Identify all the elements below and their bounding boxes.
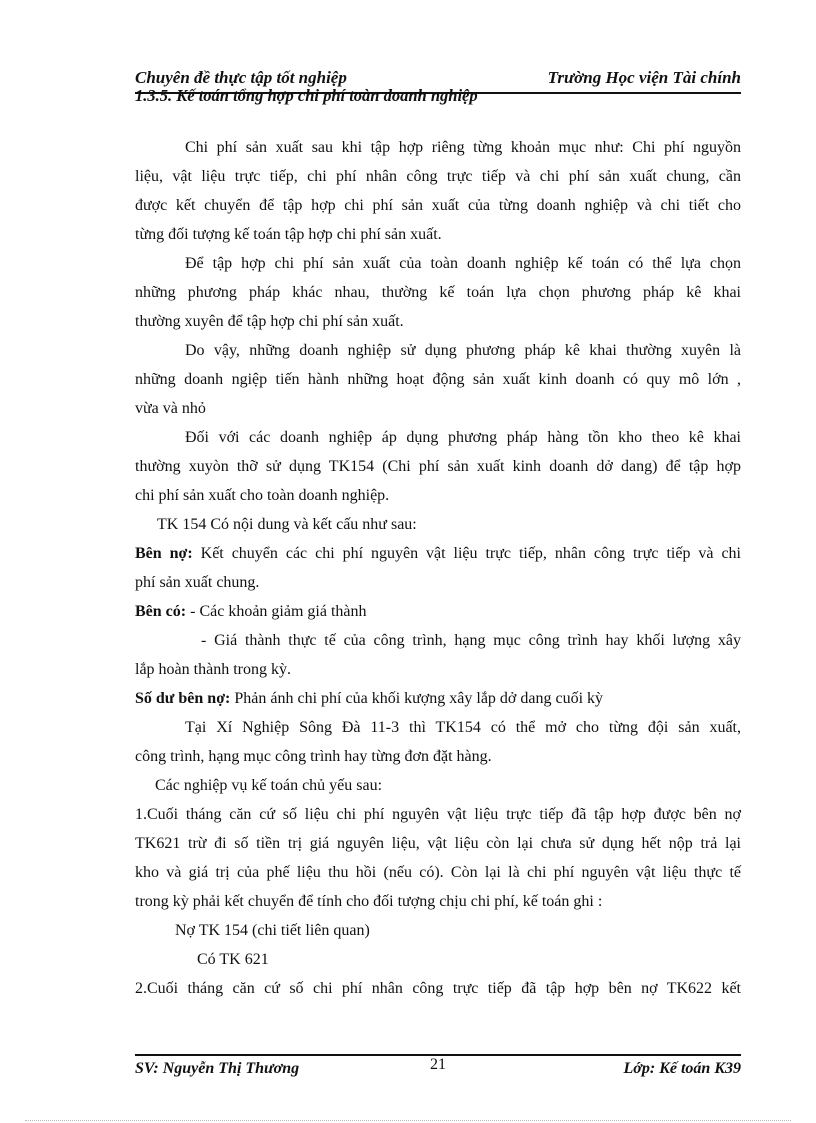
text-line [135,134,741,162]
line-text: 1.Cuối tháng căn cứ số liệu chi phí nguyên vật liệu trực tiếp đã tập hợp được bên nợ [135,806,741,823]
text-line [135,888,741,916]
line-text: - Các khoản giảm giá thành [186,603,367,620]
page-number: 21 [430,1056,446,1073]
text-line [135,627,741,655]
text-line [135,453,741,481]
line-text: chi phí sản xuất cho toàn doanh nghiệp. [135,487,390,504]
text-line [135,540,741,568]
footer-student-name: SV: Nguyễn Thị Thương [135,1060,300,1077]
line-text: TK621 trừ đi số tiền trị giá nguyên liệu, vật liệu còn lại chưa sử dụng hết nộp trả lại [135,835,741,852]
term-label: Bên có: [135,603,187,620]
line-text: liệu, vật liệu trực tiếp, chi phí nhân công trực tiếp và chi phí sản xuất chung, cần [135,168,741,185]
header-document-type: Chuyên đề thực tập tốt nghiệp [135,68,347,87]
text-line [135,308,741,336]
line-text: Do vậy, những doanh nghiệp sử dụng phương pháp kê khai thường xuyên là [185,342,741,359]
text-line [135,424,741,452]
text-line [135,946,741,974]
text-line [135,482,741,510]
line-text: Để tập hợp chi phí sản xuất của toàn doanh nghiệp kế toán có thể lựa chọn [185,255,741,272]
line-text: kho và giá trị của phế liệu thu hồi (nếu có). Còn lại là chi phí nguyên vật liệu thực tế [135,864,741,881]
text-line [135,917,741,945]
line-text: từng đối tượng kế toán tập hợp chi phí sản xuất. [135,226,442,243]
text-line [135,772,741,800]
text-line [135,830,741,858]
text-line [135,221,741,249]
text-line [135,569,741,597]
line-text: Đối với các doanh nghiệp áp dụng phương pháp hàng tồn kho theo kê khai [185,429,741,446]
line-text: Kết chuyển các chi phí nguyên vật liệu trực tiếp, nhân công trực tiếp và chi [192,545,741,562]
page-footer [135,1054,741,1082]
text-line [135,859,741,887]
line-text: Tại Xí Nghiệp Sông Đà 11-3 thì TK154 có thể mở cho từng đội sản xuất, [185,719,741,736]
line-text: vừa và nhỏ [135,400,206,417]
line-text: công trình, hạng mục công trình hay từng đơn đặt hàng. [135,748,492,765]
text-line [135,714,741,742]
line-text: Có TK 621 [197,951,269,968]
text-line [135,337,741,365]
line-text: những phương pháp khác nhau, thường kế toán lựa chọn phương pháp kê khai [135,284,741,301]
line-text: lắp hoàn thành trong kỳ. [135,661,291,678]
line-text: Phản ánh chi phí của khối kượng xây lắp dở dang cuối kỳ [230,690,604,707]
footer-class: Lớp: Kế toán K39 [623,1060,741,1077]
text-line [135,743,741,771]
page-edge-dotted-rule [25,1120,791,1121]
text-line [135,975,741,1003]
text-line [135,279,741,307]
term-label: Bên nợ: [135,545,193,562]
line-text: Các nghiệp vụ kế toán chủ yếu sau: [155,777,383,794]
line-text: được kết chuyển để tập hợp chi phí sản xuất của từng doanh nghiệp và chi tiết cho [135,197,741,214]
line-text: Nợ TK 154 (chi tiết liên quan) [175,922,370,939]
text-line [135,685,741,713]
line-text: 2.Cuối tháng căn cứ số chi phí nhân công trực tiếp đã tập hợp bên nợ TK622 kết [135,980,741,997]
line-text: - Giá thành thực tế của công trình, hạng mục công trình hay khối lượng xây [201,632,741,649]
line-text: thường xuyòn thỡ sử dụng TK154 (Chi phí sản xuất kinh doanh dở dang) để tập hợp [135,458,741,475]
text-line [135,511,741,539]
text-line [135,656,741,684]
line-text: trong kỳ phải kết chuyển để tính cho đối tượng chịu chi phí, kế toán ghi : [135,893,603,910]
line-text: những doanh ngiệp tiến hành những hoạt động sản xuất kinh doanh có quy mô lớn , [135,371,741,388]
text-line [135,801,741,829]
header-institution: Trường Học viện Tài chính [547,68,741,87]
line-text: TK 154 Có nội dung và kết cấu như sau: [157,516,417,533]
text-line [135,395,741,423]
term-label: Số dư bên nợ: [135,690,231,707]
line-text: thường xuyên để tập hợp chi phí sản xuất. [135,313,404,330]
text-line [135,366,741,394]
text-line [135,163,741,191]
text-line [135,192,741,220]
line-text: Chi phí sản xuất sau khi tập hợp riêng từng khoản mục như: Chi phí nguyồn [185,139,741,156]
text-line [135,598,741,626]
line-text: phí sản xuất chung. [135,574,260,591]
text-line [135,250,741,278]
section-title: 1.3.5. Kế toán tổng hợp chi phí toàn doanh nghiệp [135,86,478,105]
